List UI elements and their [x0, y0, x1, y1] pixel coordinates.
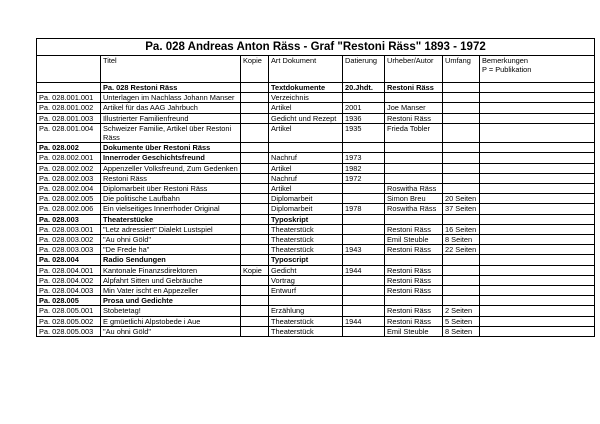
table-cell	[241, 184, 269, 194]
table-cell	[385, 296, 443, 306]
table-cell: 5 Seiten	[443, 316, 480, 326]
table-cell	[480, 224, 595, 234]
table-cell	[343, 224, 385, 234]
table-cell: Pa. 028.005.002	[37, 316, 101, 326]
column-header-date: Datierung	[343, 56, 385, 83]
table-cell: Artikel	[269, 103, 343, 113]
table-cell	[37, 83, 101, 93]
table-cell	[343, 255, 385, 265]
table-cell: Pa. 028.002.002	[37, 163, 101, 173]
table-cell: Theaterstück	[269, 316, 343, 326]
column-header-title: Titel	[101, 56, 241, 83]
table-cell: 37 Seiten	[443, 204, 480, 214]
table-cell	[480, 275, 595, 285]
table-cell: Pa. 028.001.002	[37, 103, 101, 113]
table-cell	[343, 235, 385, 245]
table-cell	[241, 224, 269, 234]
table-cell: Joe Manser	[385, 103, 443, 113]
table-cell: 22 Seiten	[443, 245, 480, 255]
table-cell	[480, 306, 595, 316]
column-header-signature	[37, 56, 101, 83]
table-cell: Pa. 028.003	[37, 214, 101, 224]
table-row	[37, 194, 595, 204]
title-row	[37, 39, 595, 56]
table-cell	[241, 83, 269, 93]
table-cell: Pa. 028.005.001	[37, 306, 101, 316]
table-cell: Roswitha Räss	[385, 184, 443, 194]
table-cell	[343, 275, 385, 285]
table-cell: Alpfahrt Sitten und Gebräuche	[101, 275, 241, 285]
table-cell: Simon Breu	[385, 194, 443, 204]
table-cell: 1944	[343, 316, 385, 326]
table-cell: 2 Seiten	[443, 306, 480, 316]
table-cell: 16 Seiten	[443, 224, 480, 234]
table-cell	[385, 255, 443, 265]
table-cell	[480, 326, 595, 336]
table-cell: Pa. 028.004	[37, 255, 101, 265]
table-cell	[241, 103, 269, 113]
table-cell: Pa. 028.001.003	[37, 113, 101, 123]
table-cell: 1936	[343, 113, 385, 123]
table-cell: Theaterstück	[269, 235, 343, 245]
table-cell	[480, 296, 595, 306]
table-cell: Theaterstück	[269, 245, 343, 255]
table-cell	[480, 255, 595, 265]
table-cell	[385, 173, 443, 183]
table-row	[37, 83, 595, 93]
table-cell	[443, 153, 480, 163]
column-header-remarks	[480, 56, 595, 83]
table-cell	[241, 286, 269, 296]
table-row	[37, 296, 595, 306]
table-cell: Pa. 028.003.001	[37, 224, 101, 234]
table-row	[37, 275, 595, 285]
table-cell	[343, 286, 385, 296]
table-cell	[343, 306, 385, 316]
table-cell: Appenzeller Volksfreund, Zum Gedenken	[101, 163, 241, 173]
table-cell	[241, 255, 269, 265]
table-cell	[480, 153, 595, 163]
table-cell	[443, 296, 480, 306]
table-cell: Restoni Räss	[101, 173, 241, 183]
column-header-copy: Kopie	[241, 56, 269, 83]
table-cell	[480, 93, 595, 103]
table-cell: Artikel	[269, 184, 343, 194]
table-cell: 1935	[343, 123, 385, 142]
table-cell: Diplomarbeit	[269, 194, 343, 204]
table-cell: 20.Jhdt.	[343, 83, 385, 93]
table-cell: Emil Steuble	[385, 235, 443, 245]
table-cell	[480, 163, 595, 173]
table-cell: Theaterstück	[269, 326, 343, 336]
table-cell: Restoni Räss	[385, 306, 443, 316]
table-cell	[241, 113, 269, 123]
table-row	[37, 103, 595, 113]
table-cell	[443, 184, 480, 194]
table-cell: Pa. 028.005	[37, 296, 101, 306]
table-cell: 1972	[343, 173, 385, 183]
table-cell: 1973	[343, 153, 385, 163]
table-row	[37, 265, 595, 275]
table-row	[37, 204, 595, 214]
table-cell	[343, 194, 385, 204]
table-cell	[443, 103, 480, 113]
table-cell: "De Frede ha"	[101, 245, 241, 255]
table-cell	[443, 286, 480, 296]
table-cell	[241, 296, 269, 306]
table-row	[37, 326, 595, 336]
table-cell: Pa. 028.004.001	[37, 265, 101, 275]
table-cell: Unterlagen im Nachlass Johann Manser	[101, 93, 241, 103]
table-cell	[480, 194, 595, 204]
table-cell	[343, 214, 385, 224]
table-cell	[343, 326, 385, 336]
table-cell: Verzeichnis	[269, 93, 343, 103]
table-cell: Pa. 028.002.005	[37, 194, 101, 204]
table-cell	[480, 204, 595, 214]
table-cell	[443, 275, 480, 285]
table-cell	[443, 255, 480, 265]
table-cell	[343, 143, 385, 153]
table-cell	[443, 83, 480, 93]
table-cell: Roswitha Räss	[385, 204, 443, 214]
table-cell: Min Vater ischt en Appezeller	[101, 286, 241, 296]
table-cell	[443, 123, 480, 142]
table-cell	[241, 93, 269, 103]
table-cell: Pa. 028.003.003	[37, 245, 101, 255]
table-cell	[480, 214, 595, 224]
table-cell: 8 Seiten	[443, 235, 480, 245]
table-row	[37, 173, 595, 183]
table-cell	[480, 113, 595, 123]
table-cell: Restoni Räss	[385, 275, 443, 285]
table-cell	[241, 173, 269, 183]
table-cell: "Au ohni Göld"	[101, 326, 241, 336]
table-cell: Pa. 028.005.003	[37, 326, 101, 336]
table-cell	[443, 143, 480, 153]
table-cell	[343, 296, 385, 306]
table-cell	[443, 173, 480, 183]
table-cell: Textdokumente	[269, 83, 343, 93]
table-cell	[480, 235, 595, 245]
column-header-doc-type: Art Dokument	[269, 56, 343, 83]
table-cell: Innerroder Geschichtsfreund	[101, 153, 241, 163]
table-cell	[241, 235, 269, 245]
table-row	[37, 163, 595, 173]
table-cell: 20 Seiten	[443, 194, 480, 204]
table-row	[37, 286, 595, 296]
table-cell: Restoni Räss	[385, 316, 443, 326]
column-header-author: Urheber/Autor	[385, 56, 443, 83]
table-row	[37, 93, 595, 103]
table-cell	[480, 173, 595, 183]
table-cell: Pa. 028.004.002	[37, 275, 101, 285]
table-cell	[241, 123, 269, 142]
table-cell	[480, 316, 595, 326]
table-cell	[241, 326, 269, 336]
table-cell	[241, 194, 269, 204]
table-cell: "Au ohni Göld"	[101, 235, 241, 245]
table-row	[37, 153, 595, 163]
table-cell	[443, 163, 480, 173]
table-cell	[480, 103, 595, 113]
table-cell	[443, 113, 480, 123]
table-cell: Artikel	[269, 163, 343, 173]
table-cell: Pa. 028.002.004	[37, 184, 101, 194]
table-cell	[385, 153, 443, 163]
table-cell: "Letz adressiert" Dialekt Lustspiel	[101, 224, 241, 234]
table-cell	[480, 184, 595, 194]
table-row	[37, 306, 595, 316]
table-cell: Restoni Räss	[385, 83, 443, 93]
table-cell: Pa. 028.002.006	[37, 204, 101, 214]
table-cell: Gedicht	[269, 265, 343, 275]
table-cell	[241, 153, 269, 163]
table-cell	[241, 306, 269, 316]
table-cell: Diplomarbeit	[269, 204, 343, 214]
table-row	[37, 316, 595, 326]
table-cell: Kantonale Finanzsdirektoren	[101, 265, 241, 275]
table-cell: Typoscript	[269, 255, 343, 265]
table-cell: Theaterstücke	[101, 214, 241, 224]
table-cell: Diplomarbeit über Restoni Räss	[101, 184, 241, 194]
table-cell	[241, 163, 269, 173]
table-cell: Pa. 028.002	[37, 143, 101, 153]
table-cell	[241, 143, 269, 153]
table-cell	[480, 123, 595, 142]
table-cell: Pa. 028.001.001	[37, 93, 101, 103]
table-cell: Radio Sendungen	[101, 255, 241, 265]
table-cell: Restoni Räss	[385, 224, 443, 234]
table-cell	[241, 245, 269, 255]
table-cell: Stobetetag!	[101, 306, 241, 316]
table-cell: Nachruf	[269, 153, 343, 163]
table-cell	[241, 316, 269, 326]
inventory-table	[36, 38, 595, 337]
table-cell	[385, 163, 443, 173]
table-cell: E gmüetlichi Alpstobede i Aue	[101, 316, 241, 326]
table-cell: Erzählung	[269, 306, 343, 316]
table-cell	[480, 265, 595, 275]
header-row	[37, 56, 595, 83]
table-cell	[443, 214, 480, 224]
table-cell	[443, 93, 480, 103]
table-cell: Gedicht und Rezept	[269, 113, 343, 123]
table-cell	[385, 214, 443, 224]
table-cell: Dokumente über Restoni Räss	[101, 143, 241, 153]
table-cell	[385, 93, 443, 103]
table-cell: Restoni Räss	[385, 113, 443, 123]
column-header-remarks-note: P = Publikation	[482, 65, 532, 75]
table-cell: Kopie	[241, 265, 269, 275]
table-cell	[343, 93, 385, 103]
table-cell	[480, 83, 595, 93]
table-cell: Restoni Räss	[385, 265, 443, 275]
table-cell: Restoni Räss	[385, 286, 443, 296]
table-cell: Pa. 028.002.003	[37, 173, 101, 183]
table-row	[37, 245, 595, 255]
table-cell: Pa. 028.002.001	[37, 153, 101, 163]
table-cell: Artikel für das AAG Jahrbuch	[101, 103, 241, 113]
table-cell	[241, 204, 269, 214]
table-cell: Vortrag	[269, 275, 343, 285]
table-row	[37, 123, 595, 142]
table-cell	[480, 245, 595, 255]
table-cell	[480, 143, 595, 153]
table-cell: 1943	[343, 245, 385, 255]
table-cell: Pa. 028.003.002	[37, 235, 101, 245]
table-row	[37, 224, 595, 234]
table-row	[37, 143, 595, 153]
table-cell: Nachruf	[269, 173, 343, 183]
table-cell: 1978	[343, 204, 385, 214]
table-cell: Ein vielseitiges Innerrhoder Original	[101, 204, 241, 214]
column-header-remarks-label: Bemerkungen	[482, 56, 529, 65]
table-cell: Prosa und Gedichte	[101, 296, 241, 306]
table-cell	[269, 143, 343, 153]
table-cell	[269, 296, 343, 306]
table-cell: Pa. 028 Restoni Räss	[101, 83, 241, 93]
table-cell: Illustrierter Familienfreund	[101, 113, 241, 123]
table-cell: Emil Steuble	[385, 326, 443, 336]
table-cell	[480, 286, 595, 296]
table-cell: Entwurf	[269, 286, 343, 296]
table-cell: Die politische Laufbahn	[101, 194, 241, 204]
table-cell: Frieda Tobler	[385, 123, 443, 142]
table-cell: Pa. 028.001.004	[37, 123, 101, 142]
table-cell: 1944	[343, 265, 385, 275]
table-row	[37, 235, 595, 245]
table-row	[37, 113, 595, 123]
table-cell: Artikel	[269, 123, 343, 142]
table-cell: Pa. 028.004.003	[37, 286, 101, 296]
table-cell: 1982	[343, 163, 385, 173]
table-cell	[241, 214, 269, 224]
table-cell	[385, 143, 443, 153]
table-row	[37, 184, 595, 194]
table-cell: 2001	[343, 103, 385, 113]
table-cell: Restoni Räss	[385, 245, 443, 255]
table-cell: Typoskript	[269, 214, 343, 224]
table-row	[37, 214, 595, 224]
table-cell: Schweizer Familie, Artikel über Restoni Räss	[101, 123, 241, 142]
table-row	[37, 255, 595, 265]
column-header-extent: Umfang	[443, 56, 480, 83]
table-cell	[241, 275, 269, 285]
table-cell	[443, 265, 480, 275]
table-cell	[343, 184, 385, 194]
table-cell: 8 Seiten	[443, 326, 480, 336]
table-cell: Theaterstück	[269, 224, 343, 234]
document-title: Pa. 028 Andreas Anton Räss - Graf "Restoni Räss" 1893 - 1972	[37, 39, 595, 56]
